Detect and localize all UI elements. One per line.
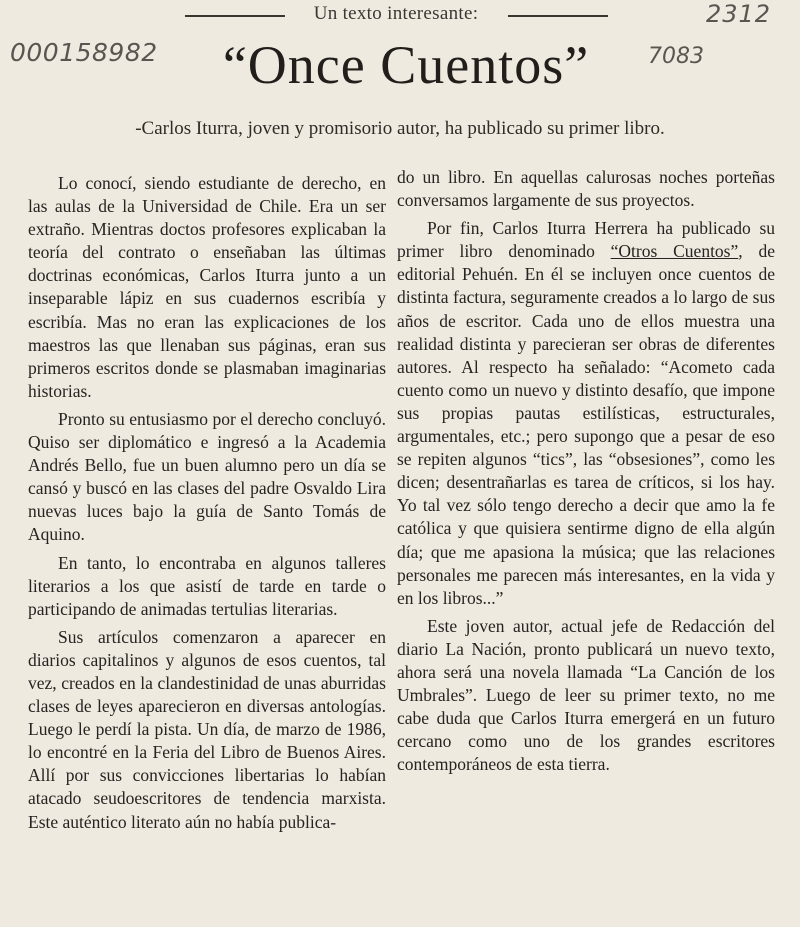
- paragraph: En tanto, lo encontraba en algunos talleres literarios a los que asistí de tarde en tarde o participando de animadas tertulias literarias.: [28, 552, 386, 619]
- handwritten-reference-number: 7083: [648, 44, 704, 69]
- paragraph: Pronto su entusiasmo por el derecho concluyó. Quiso ser diplomático e ingresó a la Academia Andrés Bello, fue un buen alumno pero un día se cansó y buscó en las clases del padre Osvaldo Lira nuevas luces bajo la guía de Santo Tomás de Aquino.: [28, 408, 386, 545]
- handwritten-archive-code: 000158982: [10, 38, 158, 67]
- kicker-label: Un texto interesante:: [313, 3, 479, 24]
- kicker-rule-left: [185, 15, 285, 17]
- paragraph: [397, 217, 775, 610]
- kicker-rule-right: [508, 15, 608, 17]
- paragraph: Este joven autor, actual jefe de Redacción del diario La Nación, pronto publicará un nuevo texto, ahora será una novela llamada “La Canción de los Umbrales”. Luego de leer su primer texto, no me cabe duda que Carlos Iturra emergerá en un futuro cercano como uno de los grandes escritores contemporáneos de esta tierra.: [397, 615, 775, 775]
- article-title: “Once Cuentos”: [222, 35, 590, 95]
- paragraph-text: Por fin, Carlos Iturra Herrera ha publicado su primer libro denominado: [397, 218, 775, 262]
- handwritten-corner-number: 2312: [706, 0, 772, 28]
- paragraph: Lo conocí, siendo estudiante de derecho, en las aulas de la Universidad de Chile. Era un ser extraño. Mientras doctos profesores explicaban la teoría del contrato o enseñaban las últimas doctrinas económicas, Carlos Iturra junto a un inseparable lápiz en sus cuadernos escribía y escribía. Mas no eran las explicaciones de los maestros las que llenaban sus páginas, eran sus primeros escritos donde se plasmaban imaginarias historias.: [28, 173, 386, 401]
- article-column-right: [397, 166, 775, 781]
- paragraph: Sus artículos comenzaron a aparecer en diarios capitalinos y algunos de esos cuentos, tal vez, creados en la clandestinidad de unas aburridas clases de leyes aparecieron en diversas antologías. Luego le perdí la pista. Un día, de marzo de 1986, lo encontré en la Feria del Libro de Buenos Aires. Allí por sus convicciones libertarias lo habían atacado seudoescritores de tendencia marxista. Este auténtico literato aún no había publica-: [28, 626, 386, 832]
- paragraph: do un libro. En aquellas calurosas noches porteñas conversamos largamente de sus proyectos.: [397, 167, 775, 211]
- article-column-left: [28, 172, 386, 839]
- paragraph-text: , de editorial Pehuén. En él se incluyen once cuentos de distinta factura, seguramente creados a lo largo de sus años de escritor. Cada uno de ellos muestra una realidad distinta y parecieran ser obras de diferentes autores. Al respecto ha señalado: “Acometo cada cuento como un nuevo y distinto desafío, que impone sus propias pautas estilísticas, estructurales, argumentales, etc.; pero supongo que a pesar de eso se repiten algunos “tics”, las “obsesiones”, como les dicen; desentrañarlas es tarea de críticos, si los hay. Yo tal vez sólo tengo derecho a decir que amo la fe católica y que quisiera sentirme digno de ella algún día; que me apasiona la música; que las relaciones personales me parecen más interesantes, en la vida y en los libros...”: [397, 241, 775, 608]
- book-title: “Otros Cuentos”: [610, 241, 739, 262]
- article-subtitle: -Carlos Iturra, joven y promisorio autor, ha publicado su primer libro.: [135, 118, 665, 139]
